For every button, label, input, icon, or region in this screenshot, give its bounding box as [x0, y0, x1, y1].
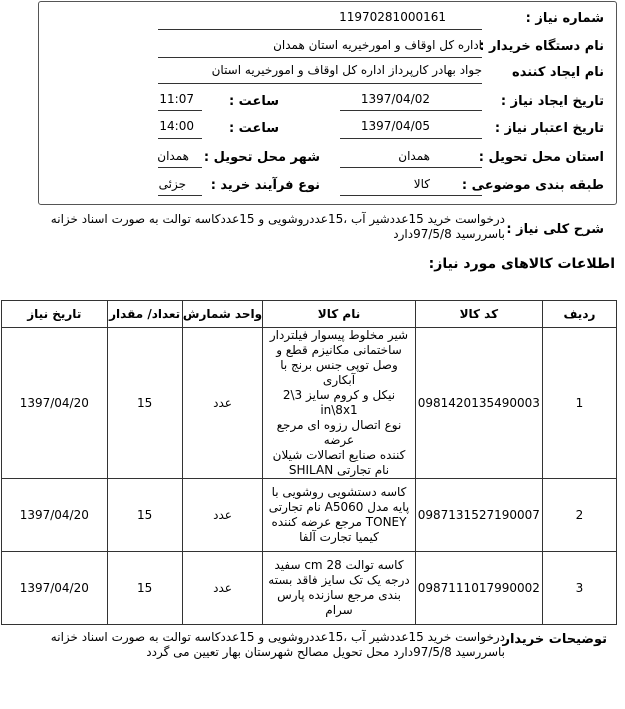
- table-header-row: [2, 301, 617, 328]
- need-number-label: شماره نیاز :: [525, 11, 604, 26]
- underline: [158, 195, 202, 196]
- underline: [340, 110, 482, 111]
- column-header-item-code: کد کالا: [415, 301, 542, 328]
- item-name-line: وصل توپی جنس برنج با آبکاری: [280, 358, 398, 387]
- process-type-value: جزئی: [158, 177, 186, 191]
- unit-cell: عدد: [182, 479, 263, 552]
- delivery-province-label: استان محل تحویل :: [478, 150, 604, 165]
- items-table: [1, 300, 617, 625]
- category-label: طبقه بندی موضوعی :: [461, 178, 604, 193]
- row-number-cell: 3: [542, 552, 616, 625]
- table-row: [2, 479, 617, 552]
- item-code-cell: 0987131527190007: [415, 479, 542, 552]
- item-name-line: ساختمانی مکانیزم قطع و: [276, 343, 402, 357]
- item-name-line: سرام: [325, 603, 353, 617]
- item-name-line: TONEY مرجع عرضه کننده: [271, 515, 407, 529]
- delivery-province-value: همدان: [398, 149, 430, 163]
- underline: [158, 110, 202, 111]
- general-description-text: [5, 212, 505, 242]
- need-number-value: 11970281000161: [339, 10, 446, 24]
- column-header-unit: واحد شمارش: [182, 301, 263, 328]
- need-date-cell: 1397/04/20: [2, 479, 108, 552]
- buyer-notes-text: [5, 630, 505, 660]
- item-name-line: کیمیا تجارت آلفا: [299, 530, 379, 544]
- row-number-cell: 2: [542, 479, 616, 552]
- need-header-box: [38, 1, 617, 205]
- underline: [158, 57, 482, 58]
- item-name-line: پایه مدل A5060 نام تجارتی: [268, 500, 410, 514]
- created-date-value: 1397/04/02: [360, 92, 430, 106]
- creator-value: جواد بهادر کارپرداز اداره کل اوقاف و امورخیریه استان: [211, 63, 482, 77]
- process-type-label: نوع فرآیند خرید :: [210, 178, 320, 193]
- underline: [158, 167, 202, 168]
- column-header-quantity: تعداد/ مقدار: [107, 301, 182, 328]
- buyer-notes-line-1: درخواست خرید 15عددشیر آب ،15عددروشویی و 15عددکاسه توالت به صورت اسناد خزانه: [50, 630, 505, 644]
- underline: [340, 195, 482, 196]
- underline: [158, 138, 202, 139]
- quantity-cell: 15: [107, 479, 182, 552]
- buyer-org-label: نام دستگاه خریدار :: [479, 39, 604, 54]
- creator-label: نام ایجاد کننده: [512, 65, 604, 80]
- general-description-line-2: باسررسید 97/5/8دارد: [393, 227, 505, 241]
- column-header-row-number: ردیف: [542, 301, 616, 328]
- item-name-line: کاسه دستشویی روشویی با: [271, 485, 407, 499]
- item-code-cell: 0981420135490003: [415, 328, 542, 479]
- validity-time-value: 14:00: [159, 119, 194, 133]
- buyer-notes-line-2: باسررسید 97/5/8دارد محل تحویل مصالح شهرستان بهار تعیین می گردد: [146, 645, 505, 659]
- underline: [158, 83, 482, 84]
- validity-time-label: ساعت :: [228, 121, 279, 136]
- underline: [340, 138, 482, 139]
- buyer-org-value: اداره کل اوقاف و امورخیریه استان همدان: [273, 38, 482, 52]
- column-header-item-name: نام کالا: [263, 301, 415, 328]
- table-row: [2, 328, 617, 479]
- items-section-title: اطلاعات کالاهای مورد نیاز:: [428, 256, 615, 272]
- item-code-cell: 0987111017990002: [415, 552, 542, 625]
- validity-date-label: تاریخ اعتبار نیاز :: [494, 121, 604, 136]
- item-name-line: شیر مخلوط پیسوار فیلتردار: [269, 328, 409, 342]
- delivery-city-value: همدان: [157, 149, 189, 163]
- item-name-line: نیکل و کروم سایز 3\2 in\8x1: [282, 388, 396, 417]
- table-row: [2, 552, 617, 625]
- underline: [158, 29, 482, 30]
- quantity-cell: 15: [107, 328, 182, 479]
- quantity-cell: 15: [107, 552, 182, 625]
- item-name-cell: [263, 328, 415, 479]
- general-description-label: شرح کلی نیاز :: [506, 222, 604, 237]
- need-date-cell: 1397/04/20: [2, 328, 108, 479]
- item-name-line: نوع اتصال رزوه ای مرجع عرضه: [276, 418, 402, 447]
- item-name-line: درجه یک تک سایز فاقد بسته: [268, 573, 410, 587]
- created-time-value: 11:07: [159, 92, 194, 106]
- item-name-line: کننده صنایع اتصالات شیلان: [272, 448, 406, 462]
- unit-cell: عدد: [182, 328, 263, 479]
- general-description-line-1: درخواست خرید 15عددشیر آب ،15عددروشویی و 15عددکاسه توالت به صورت اسناد خزانه: [50, 212, 505, 226]
- created-date-label: تاریخ ایجاد نیاز :: [500, 94, 604, 109]
- column-header-need-date: تاریخ نیاز: [2, 301, 108, 328]
- delivery-city-label: شهر محل تحویل :: [203, 150, 320, 165]
- buyer-notes-label: توضیحات خریدار: [502, 632, 607, 647]
- item-name-line: کاسه توالت 28 cm سفید: [274, 558, 404, 572]
- need-date-cell: 1397/04/20: [2, 552, 108, 625]
- item-name-cell: [263, 479, 415, 552]
- created-time-label: ساعت :: [228, 94, 279, 109]
- validity-date-value: 1397/04/05: [360, 119, 430, 133]
- category-value: کالا: [413, 177, 430, 191]
- item-name-line: بندی مرجع سازنده پارس: [277, 588, 401, 602]
- unit-cell: عدد: [182, 552, 263, 625]
- item-name-line: نام تجارتی SHILAN: [288, 463, 390, 477]
- row-number-cell: 1: [542, 328, 616, 479]
- underline: [340, 167, 482, 168]
- item-name-cell: [263, 552, 415, 625]
